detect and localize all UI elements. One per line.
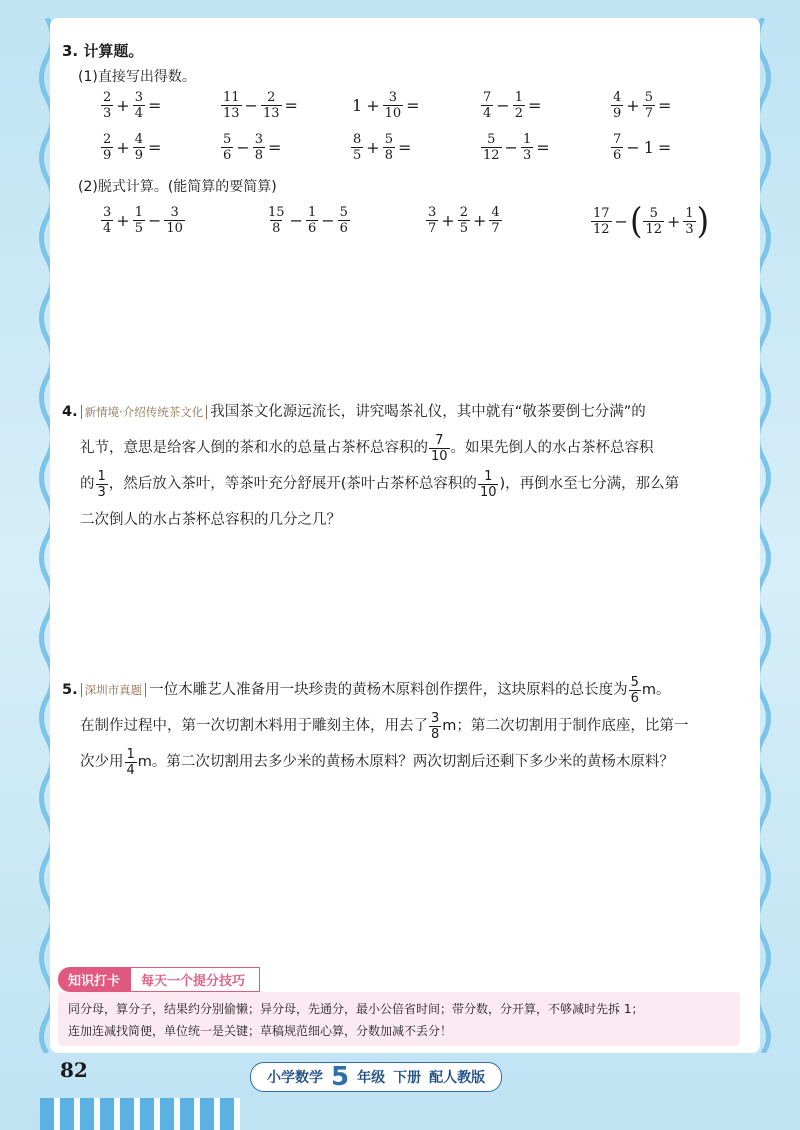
denominator: 13 <box>262 106 280 121</box>
fraction <box>383 90 404 121</box>
operator: + <box>441 211 455 230</box>
denominator: 4 <box>134 106 143 121</box>
operator: = <box>147 96 162 115</box>
q5-line2a: 在制作过程中，第一次切割木料用于雕刻主体，用去了 <box>80 718 428 734</box>
denominator: 12 <box>593 221 610 237</box>
denominator: 8 <box>254 148 263 163</box>
denominator: 6 <box>223 148 232 163</box>
fraction <box>351 132 363 163</box>
q4-line3a: 的 <box>80 476 95 492</box>
denominator: 13 <box>223 106 240 121</box>
q3-row3-expression-4 <box>590 200 710 242</box>
numerator: 3 <box>170 205 179 220</box>
q5-number: 5. <box>62 682 78 698</box>
parenthesis: ( <box>629 200 643 242</box>
q3-row3-expression-2 <box>265 205 351 236</box>
numerator: 7 <box>483 90 492 105</box>
operator: = <box>267 138 282 157</box>
operator: = <box>527 96 542 115</box>
numerator: 2 <box>459 205 468 220</box>
fraction <box>591 206 612 237</box>
denominator: 6 <box>613 148 622 163</box>
operator: − <box>147 211 162 230</box>
denominator: 10 <box>166 221 183 236</box>
q5-fraction-1-4: $\frac{1}{4}$ <box>126 746 135 778</box>
fraction <box>101 132 113 163</box>
denominator: 3 <box>522 148 532 163</box>
operator: = <box>147 138 162 157</box>
operator: − <box>614 211 628 231</box>
q5-line1b: m。 <box>641 682 671 698</box>
fraction <box>338 205 350 236</box>
fraction <box>611 132 623 163</box>
q3-part2-label: (2)脱式计算。(能简算的要简算) <box>78 179 277 195</box>
denominator: 4 <box>103 221 112 236</box>
tips-label-knowledge: 知识打卡 <box>58 967 130 992</box>
numerator: 2 <box>267 90 276 105</box>
tips-header <box>58 966 260 992</box>
q3-row1-expression-1 <box>100 90 163 121</box>
numerator: 4 <box>134 132 143 147</box>
q3-row1-expression-5 <box>610 90 673 121</box>
operator: = <box>657 138 672 157</box>
denominator: 7 <box>491 221 500 236</box>
q5-fraction-5-6: $\frac{5}{6}$ <box>630 674 639 706</box>
parenthesis: ) <box>696 200 710 242</box>
q4-line3b: ，然后放入茶叶，等茶叶充分舒展开(茶叶占茶杯总容积的 <box>108 476 477 492</box>
numerator: 8 <box>353 132 362 147</box>
operator: + <box>116 211 130 230</box>
tips-box <box>58 992 740 1046</box>
fraction <box>133 132 145 163</box>
operator: 1 <box>352 96 363 115</box>
denominator: 8 <box>272 221 281 236</box>
q4-fraction-1-10: $\frac{1}{10}$ <box>479 468 497 500</box>
q3-row3-expression-1 <box>100 205 186 236</box>
numerator: 5 <box>649 205 658 221</box>
operator: = <box>284 96 298 115</box>
numerator: 5 <box>487 132 496 147</box>
q4-fraction-1-3: $\frac{1}{3}$ <box>97 468 106 500</box>
denominator: 6 <box>339 221 348 236</box>
numerator: 5 <box>223 132 232 147</box>
denominator: 2 <box>514 106 523 121</box>
q4-number: 4. <box>62 404 78 420</box>
numerator: 3 <box>134 90 143 105</box>
operator: + <box>472 211 487 230</box>
operator: = <box>657 96 672 115</box>
page-number: 82 <box>60 1058 88 1082</box>
fraction <box>164 205 185 236</box>
operator: + <box>666 211 681 231</box>
denominator: 7 <box>644 106 653 121</box>
operator: − <box>321 211 335 230</box>
fraction <box>133 205 145 236</box>
denominator: 9 <box>613 106 622 121</box>
q4-paragraph <box>62 394 752 538</box>
operator: + <box>116 138 130 157</box>
numerator: 3 <box>254 132 263 147</box>
denominator: 5 <box>134 221 143 236</box>
q3-row1-expression-3 <box>350 90 422 121</box>
operator: = <box>397 138 412 157</box>
operator: + <box>116 96 130 115</box>
fraction <box>481 90 493 121</box>
footer-subject: 小学数学 <box>267 1070 323 1086</box>
numerator: 4 <box>613 90 622 105</box>
numerator: 7 <box>613 132 622 147</box>
q3-row3-expression-3 <box>425 205 503 236</box>
numerator: 5 <box>384 132 393 147</box>
tips-label-daily: 每天一个提分技巧 <box>130 967 260 992</box>
operator: − <box>504 138 518 157</box>
denominator: 3 <box>685 221 694 237</box>
fraction <box>481 132 502 163</box>
q4-line2a: 礼节，意思是给客人倒的茶和水的总量占茶杯总容积的 <box>80 440 428 456</box>
numerator: 3 <box>103 205 112 220</box>
q5-line3a: 次少用 <box>80 754 124 770</box>
operator: = <box>536 138 550 157</box>
q3-row1-expression-2 <box>220 90 300 121</box>
fraction <box>643 206 664 237</box>
numerator: 3 <box>428 205 437 220</box>
q4-line3c: )，再倒水至七分满，那么第 <box>499 476 680 492</box>
fraction <box>253 132 265 163</box>
footer-edition: 配人教版 <box>429 1070 486 1086</box>
q3-row2-expression-4 <box>480 132 552 163</box>
footer-volume: 下册 <box>393 1070 422 1086</box>
q3-title: 3. 计算题。 <box>62 42 144 60</box>
q4-tag: 新情境·介绍传统茶文化 <box>81 405 208 419</box>
q5-tag: 深圳市真题 <box>81 683 147 697</box>
fraction <box>133 90 145 121</box>
operator: − <box>626 138 640 157</box>
fraction <box>221 132 233 163</box>
fraction <box>221 90 242 121</box>
q4-fraction-7-10: $\frac{7}{10}$ <box>431 432 448 464</box>
numerator: 5 <box>339 205 348 220</box>
tips-line2: 连加连减找简便，单位统一是关键；草稿规范细心算，分数加减不丢分！ <box>68 1024 453 1038</box>
q5-line2b: m；第二次切割用于制作底座，比第一 <box>442 718 689 734</box>
operator: 1 <box>643 138 654 157</box>
operator: − <box>236 138 250 157</box>
q5-fraction-3-8: $\frac{3}{8}$ <box>431 710 440 742</box>
footer-book-label <box>250 1062 502 1092</box>
q3-row2-expression-2 <box>220 132 283 163</box>
fraction <box>383 132 395 163</box>
denominator: 9 <box>134 148 143 163</box>
fraction <box>306 205 318 236</box>
q4-line4: 二次倒人的水占茶杯总容积的几分之几？ <box>80 512 341 528</box>
fraction <box>101 205 113 236</box>
denominator: 12 <box>645 221 662 237</box>
fraction <box>489 205 501 236</box>
numerator: 3 <box>388 90 397 105</box>
denominator: 3 <box>103 106 112 121</box>
q3-row2-expression-5 <box>610 132 673 163</box>
fraction <box>683 206 695 237</box>
q3-row2-expression-1 <box>100 132 163 163</box>
numerator: 5 <box>644 90 653 105</box>
numerator: 1 <box>134 205 143 220</box>
denominator: 10 <box>384 106 402 121</box>
denominator: 8 <box>384 148 393 163</box>
denominator: 5 <box>459 221 468 236</box>
fraction <box>426 205 438 236</box>
numerator: 2 <box>103 132 112 147</box>
q5-line1a: 一位木雕艺人准备用一块珍贵的黄杨木原料创作摆件，这块原料的总长度为 <box>149 682 628 698</box>
numerator: 1 <box>522 132 532 147</box>
denominator: 6 <box>307 221 317 236</box>
operator: + <box>626 96 640 115</box>
denominator: 5 <box>353 148 362 163</box>
denominator: 7 <box>428 221 437 236</box>
q4-line2b: 。如果先倒人的水占茶杯总容积 <box>450 440 654 456</box>
footer-grade: 5 <box>331 1062 350 1092</box>
numerator: 1 <box>514 90 523 105</box>
fraction <box>266 205 287 236</box>
fraction <box>101 90 113 121</box>
numerator: 11 <box>223 90 240 105</box>
denominator: 12 <box>483 148 500 163</box>
q5-paragraph <box>62 672 752 780</box>
tips-line1: 同分母，算分子，结果约分别偷懒；异分母，先通分，最小公倍省时间；带分数，分开算，不够减时先拆 1； <box>68 1002 644 1016</box>
operator: − <box>244 96 258 115</box>
operator: + <box>366 138 380 157</box>
denominator: 4 <box>483 106 492 121</box>
numerator: 15 <box>268 205 285 220</box>
numerator: 4 <box>491 205 500 220</box>
footer-grade-suffix: 年级 <box>357 1070 386 1086</box>
q5-line3b: m。第二次切割用去多少米的黄杨木原料？两次切割后还剩下多少米的黄杨木原料？ <box>137 754 674 770</box>
numerator: 17 <box>593 205 610 221</box>
operator: + <box>366 96 380 115</box>
numerator: 1 <box>307 205 317 220</box>
fraction <box>458 205 470 236</box>
q3-row2-expression-3 <box>350 132 413 163</box>
numerator: 2 <box>103 90 112 105</box>
fraction <box>611 90 623 121</box>
operator: − <box>289 211 303 230</box>
bottom-decoration <box>40 1098 240 1130</box>
operator: − <box>496 96 510 115</box>
q3-part1-label: (1)直接写出得数。 <box>78 69 196 85</box>
q3-row1-expression-4 <box>480 90 543 121</box>
numerator: 1 <box>685 205 694 221</box>
fraction <box>643 90 655 121</box>
q4-line1: 我国茶文化源远流长，讲究喝茶礼仪，其中就有“敬茶要倒七分满”的 <box>210 404 646 420</box>
fraction <box>521 132 533 163</box>
fraction <box>261 90 282 121</box>
denominator: 9 <box>103 148 112 163</box>
operator: = <box>406 96 420 115</box>
fraction <box>513 90 525 121</box>
